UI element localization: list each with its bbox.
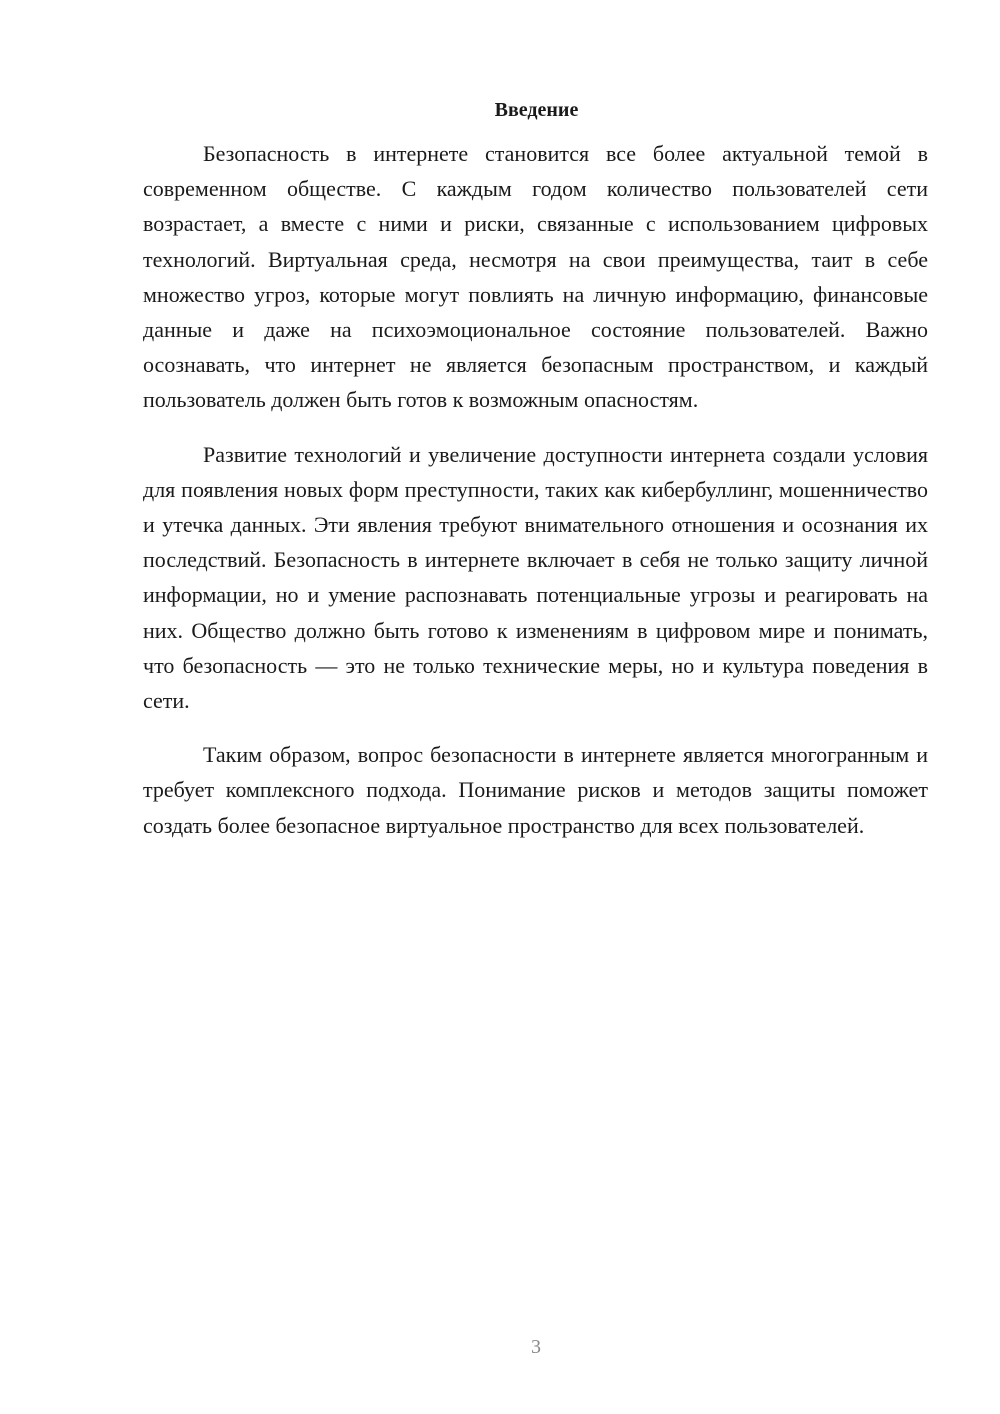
paragraph-3: Таким образом, вопрос безопасности в интернете является многогранным и требует комплексного подхода. Понимание рисков и методов защиты поможет создать более безопасное виртуальное пространство для всех пользователей. bbox=[143, 742, 928, 838]
section-title: Введение bbox=[494, 99, 579, 121]
paragraph-2: Развитие технологий и увеличение доступности интернета создали условия для появления новых форм преступности, таких как кибербуллинг, мошенничество и утечка данных. Эти явления требуют внимательного отношения и осознания их последствий. Безопасность в интернете включает в себя не только защиту личной информации, но и умение распознавать потенциальные угрозы и реагировать на них. Общество должно быть готово к изменениям в цифровом мире и понимать, что безопасность — это не только технические меры, но и культура поведения в сети. bbox=[143, 441, 928, 714]
page-number: 3 bbox=[531, 1336, 541, 1358]
paragraph-1: Безопасность в интернете становится все более актуальной темой в современном обществе. С каждым годом количество пользователей сети возрастает, а вместе с ними и риски, связанные с использованием цифровых технологий. Виртуальная среда, несмотря на свои преимущества, таит в себе множество угроз, которые могут повлиять на личную информацию, финансовые данные и даже на психоэмоциональное состояние пользователей. Важно осознавать, что интернет не является безопасным пространством, и каждый пользователь должен быть готов к возможным опасностям. bbox=[143, 141, 928, 413]
page-content bbox=[143, 96, 928, 862]
